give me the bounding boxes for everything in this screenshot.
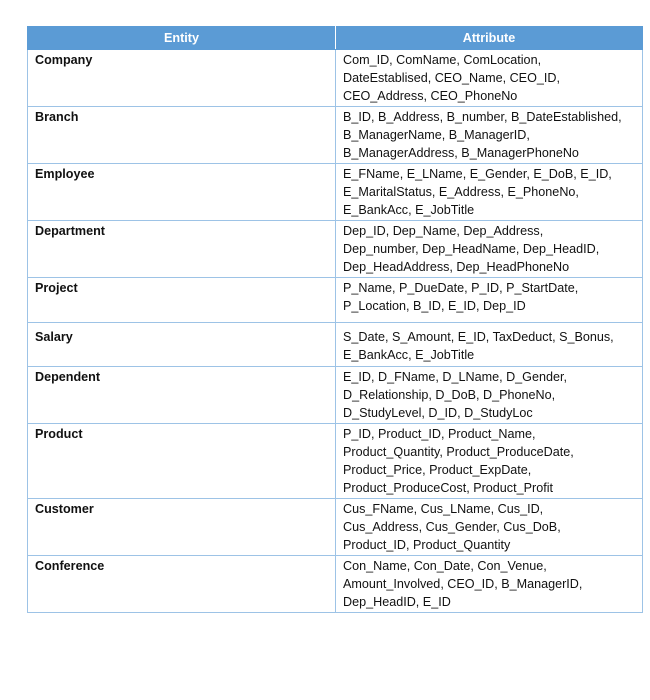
entity-name: Company xyxy=(28,50,336,107)
attribute-line: Cus_FName, Cus_LName, Cus_ID, xyxy=(343,502,544,516)
attribute-line: CEO_Address, CEO_PhoneNo xyxy=(343,89,518,103)
attribute-list xyxy=(336,107,643,164)
attribute-line: E_BankAcc, E_JobTitle xyxy=(343,348,475,362)
attribute-line: D_Relationship, D_DoB, D_PhoneNo, xyxy=(343,388,556,402)
entity-name: Product xyxy=(28,424,336,499)
attribute-line: E_BankAcc, E_JobTitle xyxy=(343,203,475,217)
attribute-line: B_ManagerAddress, B_ManagerPhoneNo xyxy=(343,146,579,160)
attribute-line: P_Location, B_ID, E_ID, Dep_ID xyxy=(343,299,526,313)
attribute-list xyxy=(336,367,643,424)
attribute-list xyxy=(336,499,643,556)
entity-name: Customer xyxy=(28,499,336,556)
table-row xyxy=(28,50,643,107)
entity-name: Department xyxy=(28,221,336,278)
attribute-line: Dep_HeadID, E_ID xyxy=(343,595,451,609)
attribute-line: D_StudyLevel, D_ID, D_StudyLoc xyxy=(343,406,533,420)
header-row xyxy=(28,27,643,50)
table-row xyxy=(28,164,643,221)
attribute-list xyxy=(336,556,643,613)
attribute-line: Amount_Involved, CEO_ID, B_ManagerID, xyxy=(343,577,583,591)
attribute-line: Dep_number, Dep_HeadName, Dep_HeadID, xyxy=(343,242,600,256)
entity-name: Salary xyxy=(28,323,336,367)
attribute-line: Dep_HeadAddress, Dep_HeadPhoneNo xyxy=(343,260,570,274)
table-row xyxy=(28,278,643,323)
attribute-list xyxy=(336,323,643,367)
table-row xyxy=(28,107,643,164)
attribute-line: Product_Price, Product_ExpDate, xyxy=(343,463,532,477)
table-row xyxy=(28,367,643,424)
table-row xyxy=(28,323,643,367)
entity-name: Dependent xyxy=(28,367,336,424)
attribute-line: S_Date, S_Amount, E_ID, TaxDeduct, S_Bonus, xyxy=(343,330,614,344)
attribute-line: E_ID, D_FName, D_LName, D_Gender, xyxy=(343,370,567,384)
attribute-line: Com_ID, ComName, ComLocation, xyxy=(343,53,542,67)
attribute-line: Con_Name, Con_Date, Con_Venue, xyxy=(343,559,547,573)
attribute-line: B_ManagerName, B_ManagerID, xyxy=(343,128,530,142)
attribute-line: Product_Quantity, Product_ProduceDate, xyxy=(343,445,574,459)
table-row xyxy=(28,424,643,499)
attribute-list xyxy=(336,221,643,278)
attribute-line: B_ID, B_Address, B_number, B_DateEstablished, xyxy=(343,110,622,124)
table-row xyxy=(28,556,643,613)
attribute-line: P_Name, P_DueDate, P_ID, P_StartDate, xyxy=(343,281,579,295)
entity-name: Project xyxy=(28,278,336,323)
table-row xyxy=(28,499,643,556)
attribute-list xyxy=(336,278,643,323)
attribute-line: E_FName, E_LName, E_Gender, E_DoB, E_ID, xyxy=(343,167,612,181)
entity-attribute-table xyxy=(27,26,643,613)
attribute-line: Product_ProduceCost, Product_Profit xyxy=(343,481,554,495)
attribute-list xyxy=(336,50,643,107)
attribute-line: DateEstablised, CEO_Name, CEO_ID, xyxy=(343,71,560,85)
entity-name: Employee xyxy=(28,164,336,221)
attribute-list xyxy=(336,424,643,499)
entity-name: Conference xyxy=(28,556,336,613)
attribute-line: Product_ID, Product_Quantity xyxy=(343,538,511,552)
attribute-line: Dep_ID, Dep_Name, Dep_Address, xyxy=(343,224,544,238)
table-row xyxy=(28,221,643,278)
attribute-line: Cus_Address, Cus_Gender, Cus_DoB, xyxy=(343,520,561,534)
attribute-list xyxy=(336,164,643,221)
entity-name: Branch xyxy=(28,107,336,164)
attribute-line: E_MaritalStatus, E_Address, E_PhoneNo, xyxy=(343,185,579,199)
attribute-line: P_ID, Product_ID, Product_Name, xyxy=(343,427,536,441)
attribute-column-header: Attribute xyxy=(336,27,643,50)
entity-column-header: Entity xyxy=(28,27,336,50)
